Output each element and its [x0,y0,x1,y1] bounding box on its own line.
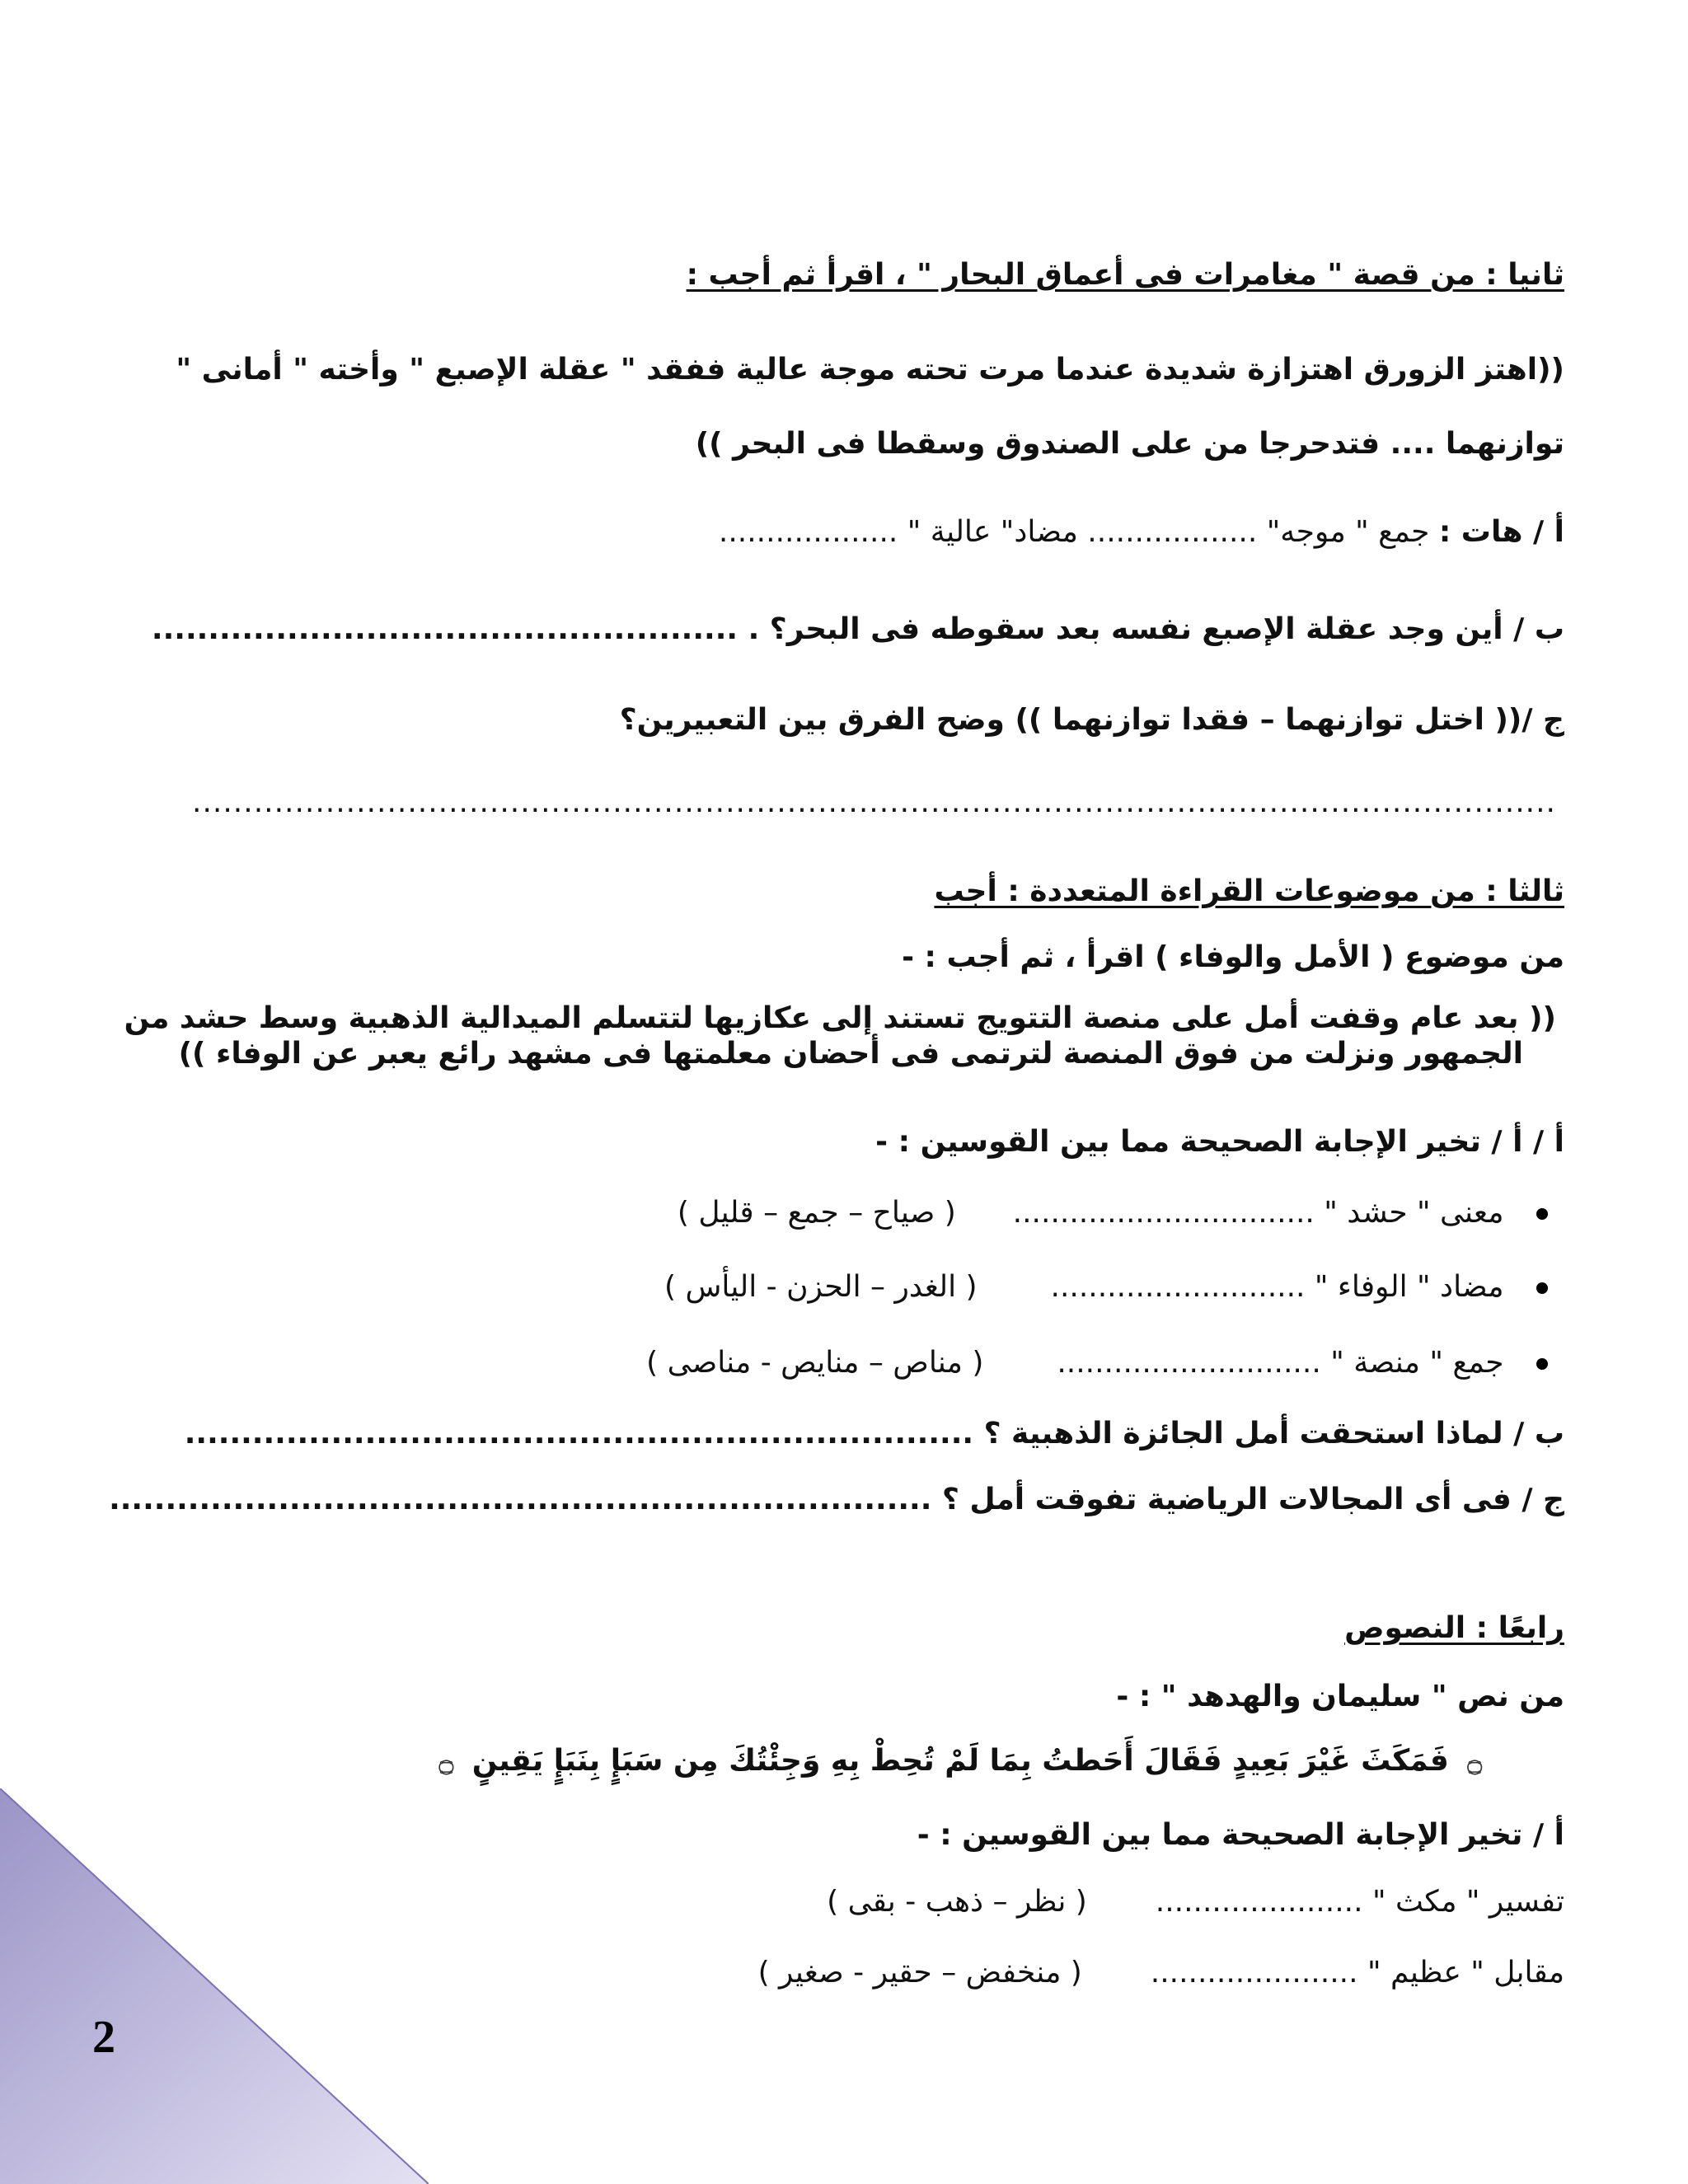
answer-line-c: ..................................................................................................................................... [192,785,1556,819]
bullet-icon [1536,1208,1548,1220]
question-c: ج /(( اختل توازنهما – فقدا توازنهما )) وضح الفرق بين التعبيرين؟ [619,703,1564,737]
verse-start-icon: ۝ [1467,1748,1482,1777]
section-2-passage-line2: توازنهما .... فتدحرجا من على الصندوق وسقطا فى البحر )) [695,427,1564,461]
choice-item-1: معنى " حشد " ................................ ( صياح – جمع – قليل ) [678,1193,1548,1233]
bullet-icon [1536,1282,1548,1294]
section-4-instruction: أ / تخير الإجابة الصحيحة مما بين القوسين : - [917,1818,1564,1852]
choice-item-2: مضاد " الوفاء " ........................... ( الغدر – الحزن - اليأس ) [664,1268,1548,1307]
section-2-title: ثانيا : من قصة " مغامرات فى أعماق البحار " ، اقرأ ثم أجب : [686,258,1564,292]
section-3-title: ثالثا : من موضوعات القراءة المتعددة : أجب [934,874,1564,908]
section-3-question-c: ج / فى أى المجالات الرياضية تفوقت أمل ؟ ......................................................................... [109,1483,1564,1516]
section-3-passage-line2: الجمهور ونزلت من فوق المنصة لترتمى فى أحضان معلمتها فى مشهد رائع يعبر عن الوفاء )) [178,1037,1523,1071]
section-3-intro: من موضوع ( الأمل والوفاء ) اقرأ ، ثم أجب : - [902,940,1564,974]
question-a-text: جمع " موجه" .................. مضاد" عالية " ................... [718,515,1430,549]
choice-item-3: جمع " منصة " ............................ ( مناص – منايص - مناصى ) [646,1343,1548,1383]
section-4-item-2: مقابل " عظيم " ...................... ( منخفض – حقير - صغير ) [757,1956,1564,1990]
bullet-icon [1536,1358,1548,1370]
section-3-question-b: ب / لماذا استحقت أمل الجائزة الذهبية ؟ ...................................................................... [184,1417,1564,1451]
section-3-instruction: أ / أ / تخير الإجابة الصحيحة مما بين القوسين : - [875,1125,1564,1159]
section-4-item-1: تفسير " مكث " ...................... ( نظر – ذهب - بقى ) [827,1885,1564,1919]
page-number: 2 [92,2012,115,2063]
question-a-label: أ / هات : [1438,515,1564,549]
corner-decoration [0,1788,429,2184]
section-3-passage-line1: (( بعد عام وقفت أمل على منصة التتويج تستند إلى عكازيها لتتسلم الميدالية الذهبية وسط حشد من [124,1001,1556,1035]
section-4-intro: من نص " سليمان والهدهد " : - [1116,1680,1564,1713]
question-a-row [719,513,1564,552]
question-b: ب / أين وجد عقلة الإصبع نفسه بعد سقوطه فى البحر؟ . .................................................... [151,612,1564,646]
quran-verse: ۝ فَمَكَثَ غَيْرَ بَعِيدٍ فَقَالَ أَحَطتُ بِمَا لَمْ تُحِطْ بِهِ وَجِئْتُكَ مِن سَبَإٍ بِنَبَإٍ يَقِينٍ ۝ [431,1741,1490,1783]
section-4-title: رابعًا : النصوص [1344,1611,1564,1645]
verse-end-icon: ۝ [438,1748,454,1777]
section-2-passage-line1: ((اهتز الزورق اهتزازة شديدة عندما مرت تحته موجة عالية ففقد " عقلة الإصبع " وأخته " أمانى " [176,353,1564,387]
